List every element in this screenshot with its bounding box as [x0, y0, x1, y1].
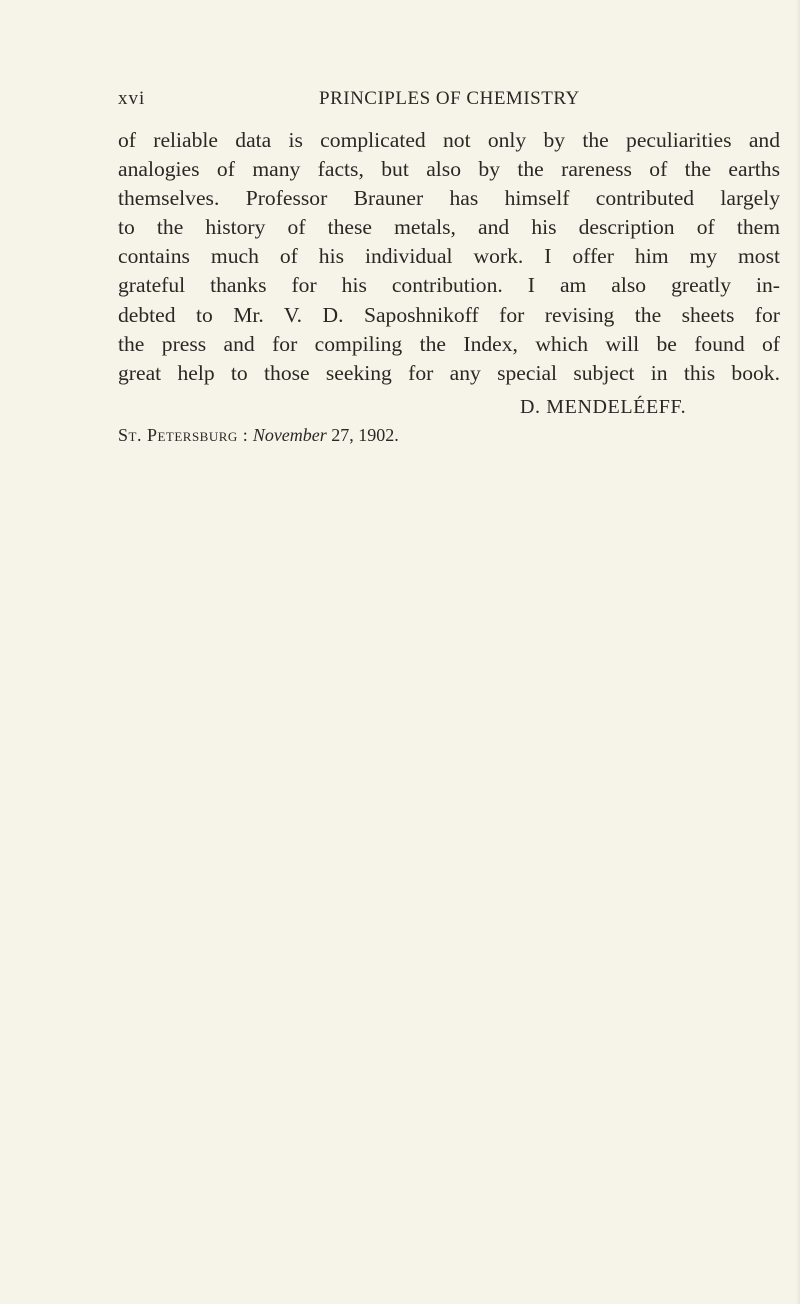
text-line: themselves. Professor Brauner has himself contributed largely [118, 186, 780, 211]
dateline-month: November [252, 425, 327, 445]
text-line: grateful thanks for his contribution. I am also greatly in- [118, 273, 780, 298]
dateline [118, 425, 399, 446]
text-line: of reliable data is complicated not only by the peculiarities and [118, 128, 780, 152]
dateline-place: St. Petersburg : [118, 425, 249, 445]
author-signature: D. MENDELÉEFF. [520, 396, 687, 418]
page-edge [796, 0, 800, 1304]
text-line: contains much of his individual work. I offer him my most [118, 244, 780, 269]
text-line: analogies of many facts, but also by the rareness of the earths [118, 157, 780, 182]
running-header [118, 88, 658, 112]
dateline-day-year: 27, 1902. [326, 425, 399, 445]
running-title: PRINCIPLES OF CHEMISTRY [319, 88, 580, 109]
text-line: to the history of these metals, and his description of them [118, 215, 780, 240]
body-paragraph [118, 126, 780, 388]
page-number: xvi [118, 88, 146, 109]
text-line: debted to Mr. V. D. Saposhnikoff for revising the sheets for [118, 302, 780, 327]
text-line: the press and for compiling the Index, which will be found of [118, 331, 780, 356]
text-line: great help to those seeking for any special subject in this book. [118, 360, 780, 385]
